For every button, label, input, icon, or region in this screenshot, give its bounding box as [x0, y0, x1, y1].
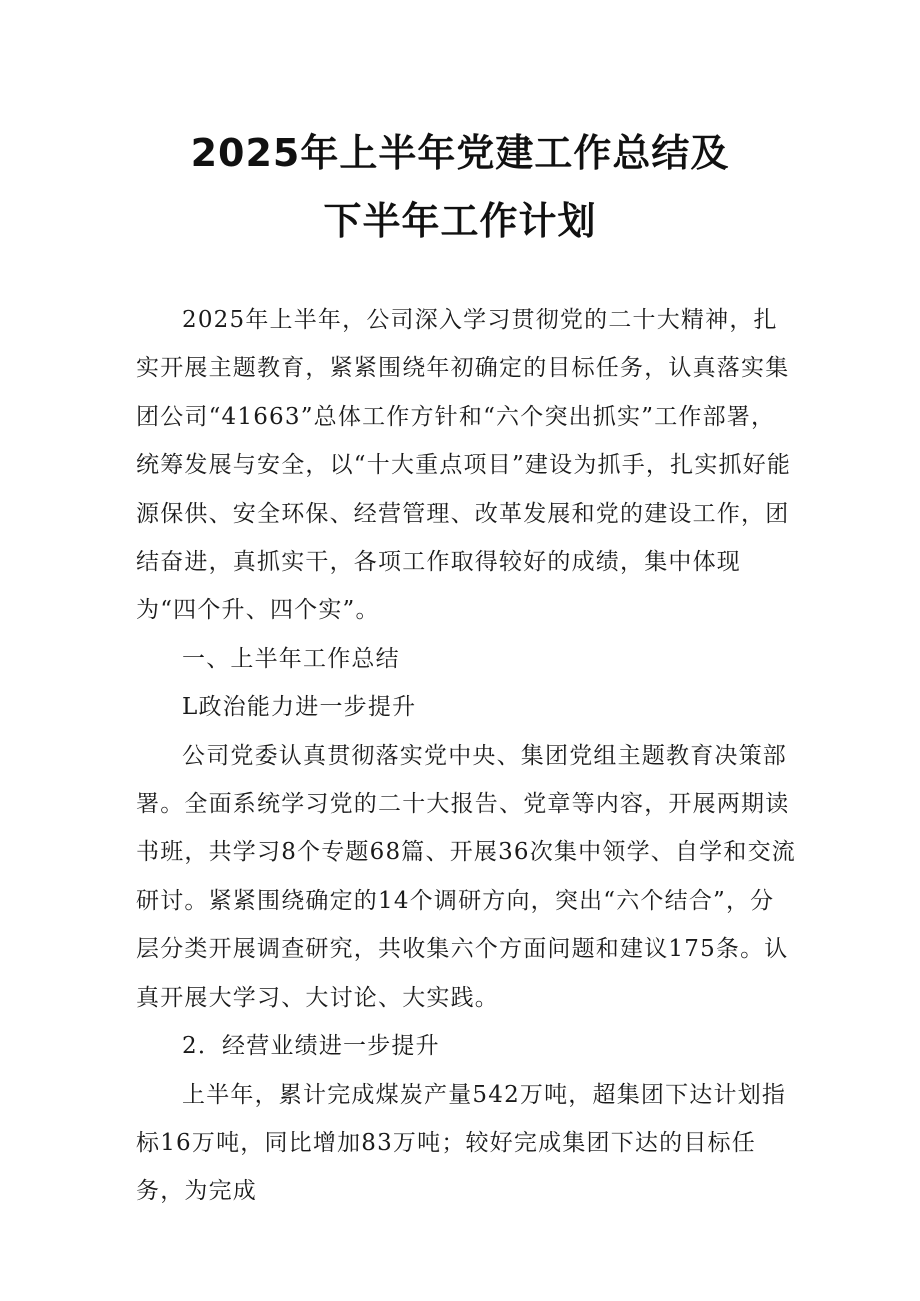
subheading-2: 2．经营业绩进一步提升: [182, 1033, 440, 1060]
section-heading-1: 一、上半年工作总结: [182, 645, 400, 672]
document-title-line-1: 2025年上半年党建工作总结及: [190, 131, 730, 175]
subheading-1: L政治能力进一步提升: [182, 694, 417, 721]
intro-paragraph: 2025年上半年，公司深入学习贯彻党的二十大精神，扎实开展主题教育，紧紧围绕年初确定的目标任务，认真落实集团公司“41663”总体工作方针和“六个突出抓实”工作部署，统筹发展与安全，以“十大重点项目”建设为抓手，扎实抓好能源保供、安全环保、经营管理、改革发展和党的建设工作，团结奋进，真抓实干，各项工作取得较好的成绩，集中体现为“四个升、四个实”。: [136, 307, 792, 624]
document-title-line-2: 下半年工作计划: [323, 199, 597, 243]
paragraph-business-performance: 上半年，累计完成煤炭产量542万吨，超集团下达计划指标16万吨，同比增加83万吨；较好完成集团下达的目标任务，为完成: [136, 1081, 787, 1205]
paragraph-political-ability: 公司党委认真贯彻落实党中央、集团党组主题教育决策部署。全面系统学习党的二十大报告、党章等内容，开展两期读书班，共学习8个专题68篇、开展36次集中领学、自学和交流研讨。紧紧围绕确定的14个调研方向，突出“六个结合”，分层分类开展调查研究，共收集六个方面问题和建议175条。认真开展大学习、大讨论、大实践。: [136, 742, 796, 1011]
document-body: [136, 296, 796, 1216]
